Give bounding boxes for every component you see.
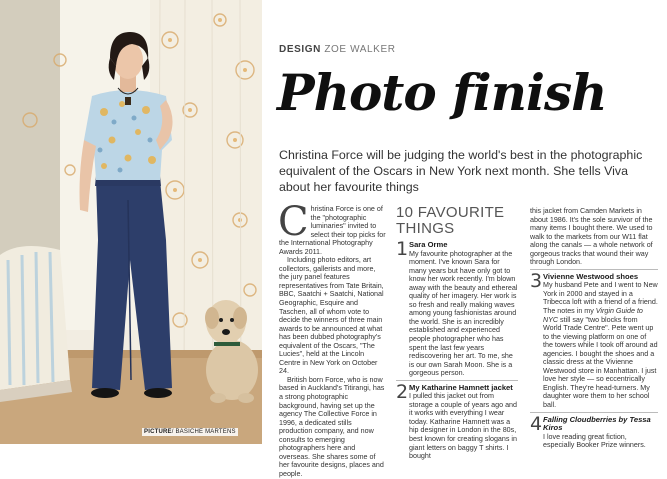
list-item: [530, 269, 658, 410]
item-number: 3: [530, 269, 543, 292]
divider: [396, 380, 518, 381]
item-number: 1: [396, 238, 409, 260]
author-name: ZOE WALKER: [324, 44, 396, 55]
article-column-3: [530, 207, 658, 450]
list-item: [530, 412, 658, 450]
item-body: My favourite photographer at the moment. I've known Sara for many years but have only got to know her work recently. I'm blown away with the beauty and ethereal quality of her imagery. Her work is so fresh and really making waves among young fashionistas around the world. She is an incredibly established and experienced people photographer who has spent the last few years rediscovering her art. To me, she is our own Sarah Moon. She is a gorgeous person.: [409, 249, 518, 378]
item-title: Sara Orme: [409, 240, 448, 249]
item-title: Vivienne Westwood shoes: [543, 271, 639, 281]
headline: Photo finish: [277, 63, 607, 122]
item-body: I pulled this jacket out from storage a couple of years ago and it works with everything I wear today. Katharine Hamnett was a hip designer in London in the 80s, best known for creating slogans in giant letters on baggy T shirts. I bought: [409, 392, 517, 461]
item-title: Falling Cloudberries by Tessa Kiros: [543, 414, 651, 433]
list-item: [396, 238, 518, 378]
standfirst: Christina Force will be judging the world's best in the photographic equivalent of the Oscars in New York next month. She tells Viva about her favourite things: [279, 148, 643, 194]
divider: [530, 269, 658, 270]
item-number: 4: [530, 412, 543, 435]
body-paragraph: British born Force, who is now based in Auckland's Titirangi, has a strong photographic background, having set up the agency The Collective Force in 1996, a dedicated stills production company, and now consults to emerging photographers here and overseas. She shares some of her favourite designs, places and people.: [279, 375, 385, 478]
item-number: 2: [396, 380, 409, 403]
item-body: I love reading great fiction, especially Booker Prize winners.: [543, 432, 646, 450]
drop-cap: C: [278, 199, 309, 245]
section-byline: [279, 44, 396, 55]
item-body: My husband Pete and I went to New York in 2000 and stayed in a Tribecca loft with a friend of a friend. The notes in my Virgin Guide to NYC still say "two blocks from World Trade Centre". Pete went up to the viewing platform on one of the towers while I took off around ad agencies. I bought the shoes and a classic dress at the Vivienne Westwood store in Manhattan. I just love her style — so eccentrically English. They're head-turners. My daughter wore them to her school ball.: [543, 281, 658, 410]
photo-illustration: [0, 0, 262, 444]
body-paragraph: this jacket from Camden Markets in about 1986. It's the sole survivor of the many items I bought there. We used to walk to the markets from our W11 flat along the canals — a whole network of gorgeous tracks that wound their way through London.: [530, 207, 653, 267]
section-label: DESIGN: [279, 44, 321, 55]
body-paragraph: Including photo editors, art collectors, gallerists and more, the jury panel features representatives from Tate Britain, BBC, Saatchi + Saatchi, National Geographic, Esquire and Taschen, all of whom vote to decide the winners of three main awards to be announced at what has been dubbed photography's equivalent of the Oscars, "The Lucies", held at the Lincoln Centre in New York on October 24.: [279, 256, 384, 376]
divider: [530, 412, 658, 413]
list-title: 10 FAVOURITE THINGS: [396, 204, 505, 237]
article-photo: [0, 0, 262, 444]
intro-paragraph: Christina Force is one of the "photographic luminaries" invited to select their top picks for the International Photography Awards 2011.: [278, 199, 386, 256]
article-column-2: [396, 205, 518, 461]
photo-credit: PICTURE/ BASICHE MARTENS: [144, 429, 236, 435]
article-column-1: [278, 199, 386, 479]
list-item: [396, 380, 518, 461]
item-title: My Katharine Hamnett jacket: [409, 382, 513, 392]
